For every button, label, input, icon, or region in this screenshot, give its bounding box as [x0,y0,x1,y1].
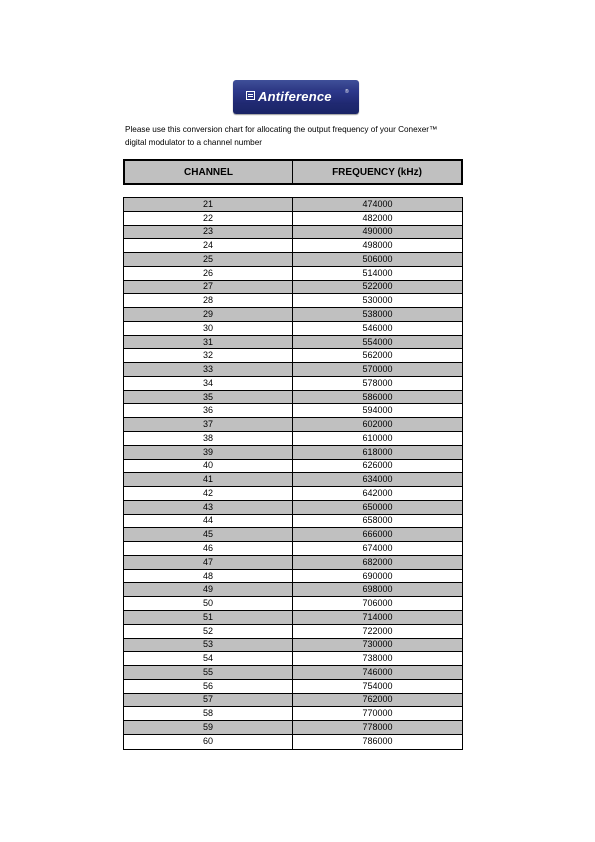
frequency-cell: 522000 [362,281,393,292]
channel-cell: 32 [124,349,293,362]
antiference-mark-icon [246,91,255,100]
channel-cell: 22 [124,212,293,225]
channel-cell: 55 [124,666,293,679]
channel-frequency-table [123,197,463,750]
intro-text [125,123,525,149]
frequency-cell: 746000 [362,666,393,677]
channel-cell: 42 [124,487,293,500]
frequency-cell: 602000 [362,419,393,430]
frequency-cell: 650000 [362,501,393,512]
channel-cell: 51 [124,611,293,624]
channel-cell: 47 [124,556,293,569]
table-row [124,267,462,281]
table-row [124,625,462,639]
channel-cell: 53 [124,639,293,652]
channel-cell: 46 [124,542,293,555]
channel-cell: 35 [124,391,293,404]
frequency-cell: 562000 [362,350,393,361]
channel-cell: 38 [124,432,293,445]
table-row [124,694,462,708]
logo-text: Antiference [258,89,332,104]
table-row [124,542,462,556]
channel-cell: 52 [124,625,293,638]
table-row [124,721,462,735]
frequency-cell: 642000 [362,487,393,498]
logo-registered-mark: ® [345,89,349,95]
channel-cell: 34 [124,377,293,390]
table-row [124,404,462,418]
table-row [124,308,462,322]
channel-cell: 23 [124,226,293,239]
frequency-cell: 786000 [362,736,393,747]
frequency-cell: 770000 [362,708,393,719]
table-row [124,460,462,474]
frequency-cell: 586000 [362,391,393,402]
frequency-cell: 714000 [362,611,393,622]
channel-cell: 28 [124,294,293,307]
antiference-logo [233,80,359,114]
frequency-cell: 754000 [362,680,393,691]
table-row [124,487,462,501]
frequency-cell: 626000 [362,460,393,471]
frequency-cell: 682000 [362,556,393,567]
channel-cell: 57 [124,694,293,707]
table-row [124,322,462,336]
frequency-cell: 658000 [362,515,393,526]
table-row [124,611,462,625]
frequency-cell: 546000 [362,322,393,333]
channel-cell: 27 [124,281,293,294]
channel-cell: 48 [124,570,293,583]
table-header [123,159,463,185]
channel-cell: 37 [124,418,293,431]
frequency-cell: 618000 [362,446,393,457]
header-channel: CHANNEL [125,161,293,183]
frequency-cell: 554000 [362,336,393,347]
table-row [124,336,462,350]
frequency-cell: 474000 [362,198,393,209]
channel-cell: 40 [124,460,293,473]
table-row [124,363,462,377]
channel-cell: 36 [124,404,293,417]
channel-cell: 29 [124,308,293,321]
channel-cell: 59 [124,721,293,734]
frequency-cell: 666000 [362,529,393,540]
table-row [124,501,462,515]
table-row [124,652,462,666]
channel-cell: 26 [124,267,293,280]
table-row [124,253,462,267]
table-row [124,666,462,680]
frequency-cell: 610000 [362,432,393,443]
channel-cell: 43 [124,501,293,514]
table-row [124,556,462,570]
table-row [124,639,462,653]
channel-cell: 33 [124,363,293,376]
frequency-cell: 482000 [362,212,393,223]
frequency-cell: 538000 [362,309,393,319]
frequency-cell: 490000 [362,226,393,237]
table-row [124,198,462,212]
channel-cell: 45 [124,528,293,541]
table-row [124,239,462,253]
channel-cell: 49 [124,583,293,596]
frequency-cell: 570000 [362,364,393,375]
frequency-cell: 674000 [362,543,393,554]
table-row [124,281,462,295]
channel-cell: 54 [124,652,293,665]
channel-cell: 44 [124,515,293,528]
frequency-cell: 706000 [362,598,393,609]
table-row [124,349,462,363]
table-row [124,528,462,542]
channel-cell: 25 [124,253,293,266]
frequency-cell: 730000 [362,639,393,650]
table-row [124,391,462,405]
table-row [124,680,462,694]
channel-cell: 30 [124,322,293,335]
table-row [124,707,462,721]
intro-line-2: digital modulator to a channel number [125,138,262,147]
channel-cell: 58 [124,707,293,720]
frequency-cell: 738000 [362,653,393,664]
frequency-cell: 778000 [362,721,393,732]
table-row [124,226,462,240]
intro-line-1: Please use this conversion chart for allocating the output frequency of your Conexer™ [125,125,438,134]
table-row [124,583,462,597]
frequency-cell: 762000 [362,694,393,705]
table-row [124,418,462,432]
channel-cell: 21 [124,198,293,211]
table-row [124,377,462,391]
table-row [124,473,462,487]
table-row [124,597,462,611]
channel-cell: 31 [124,336,293,349]
frequency-cell: 514000 [362,267,393,278]
channel-cell: 39 [124,446,293,459]
frequency-cell: 690000 [362,570,393,581]
frequency-cell: 594000 [362,405,393,416]
frequency-cell: 506000 [362,253,393,264]
table-row [124,294,462,308]
channel-cell: 56 [124,680,293,693]
table-row [124,735,462,749]
frequency-cell: 498000 [362,240,393,251]
channel-cell: 50 [124,597,293,610]
table-row [124,570,462,584]
frequency-cell: 698000 [362,584,393,595]
frequency-cell: 578000 [362,377,393,388]
table-row [124,432,462,446]
channel-cell: 60 [124,735,293,749]
frequency-cell: 530000 [362,295,393,306]
table-row [124,446,462,460]
channel-cell: 41 [124,473,293,486]
channel-cell: 24 [124,239,293,252]
header-frequency: FREQUENCY (kHz) [332,166,422,178]
table-row [124,212,462,226]
table-row [124,515,462,529]
frequency-cell: 634000 [362,474,393,485]
frequency-cell: 722000 [362,625,393,636]
